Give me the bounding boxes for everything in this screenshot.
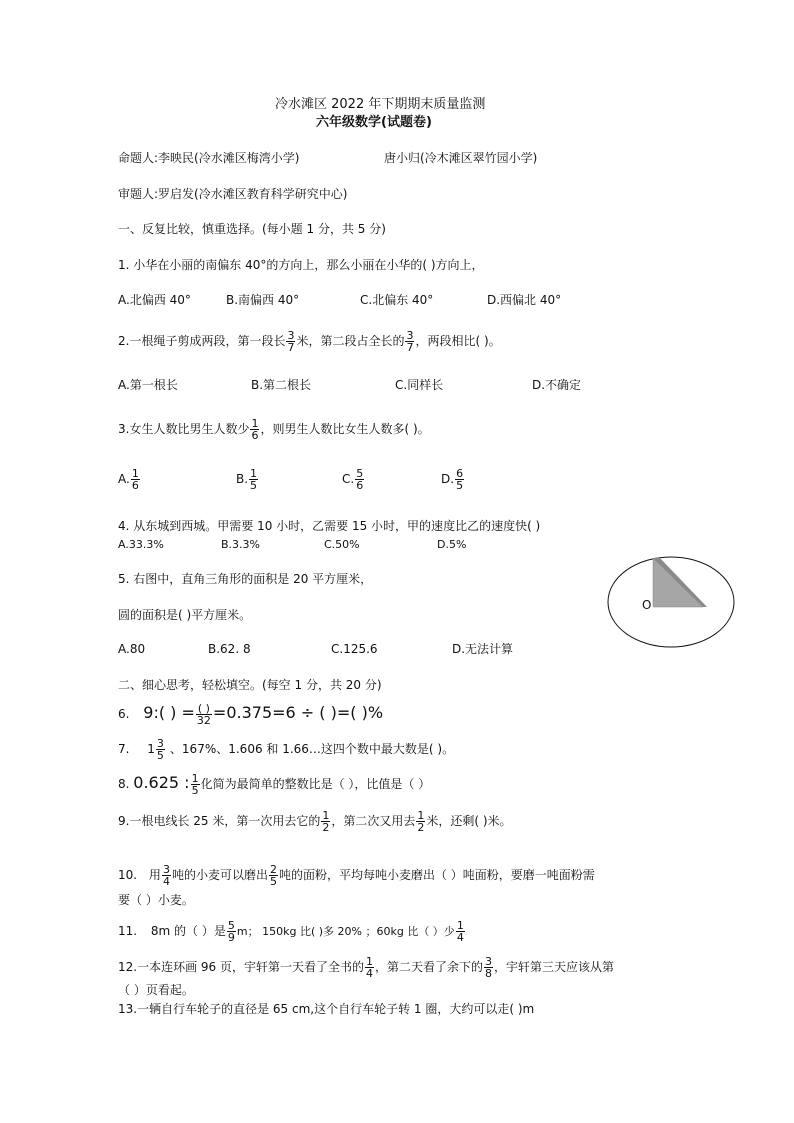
q2-option-b: B.第二根长 bbox=[251, 378, 312, 392]
q3-text bbox=[118, 418, 430, 441]
q3-option-b bbox=[236, 468, 259, 491]
q12-part1: 12.一本连环画 96 页，宇轩第一天看了全书的 bbox=[118, 960, 364, 974]
q11-part2: m； 150kg 比( )多 20% ；60kg 比（ ）少 bbox=[236, 925, 455, 938]
q11-number: 11. bbox=[118, 924, 138, 938]
q6-line bbox=[118, 703, 383, 726]
q2-option-a: A.第一根长 bbox=[118, 378, 178, 392]
circle-center-label: O bbox=[642, 598, 652, 612]
q11-line bbox=[118, 920, 466, 943]
q12-f2-den: 8 bbox=[485, 967, 492, 980]
q12-fraction-2 bbox=[484, 956, 493, 979]
authors-1: 命题人:李映民(冷水滩区梅湾小学) bbox=[118, 151, 300, 165]
q8-text: 化简为最简单的整数比是（ ），比值是（ ） bbox=[200, 777, 431, 791]
q11-fraction-2 bbox=[456, 920, 465, 943]
exam-subtitle: 六年级数学(试题卷) bbox=[316, 115, 432, 130]
q3-a-num: 1 bbox=[131, 467, 139, 480]
q4-option-c: C.50% bbox=[324, 538, 360, 551]
circle-triangle-figure bbox=[606, 555, 738, 655]
q3-b-fraction bbox=[249, 468, 258, 491]
q11-fraction-1 bbox=[227, 920, 236, 943]
q4-text: 4. 从东城到西城。甲需要 10 小时，乙需要 15 小时，甲的速度比乙的速度快( ) bbox=[118, 519, 541, 533]
q12-part2: ，第二天看了余下的 bbox=[374, 960, 483, 974]
q2-f2-den: 7 bbox=[406, 341, 414, 354]
q9-f1-num: 1 bbox=[322, 809, 330, 822]
q10-part1: 用 bbox=[148, 868, 161, 882]
q13-line: 13.一辆自行车轮子的直径是 65 cm,这个自行车轮子转 1 圈，大约可以走( )m bbox=[118, 1002, 535, 1016]
q7-line bbox=[118, 738, 454, 761]
q5-text-1: 5. 右图中，直角三角形的面积是 20 平方厘米， bbox=[118, 572, 373, 586]
q3-option-d bbox=[441, 468, 465, 491]
q9-part1: 9.一根电线长 25 米，第一次用去它的 bbox=[118, 814, 321, 828]
q6-number: 6. bbox=[118, 707, 130, 721]
q3-f-den: 6 bbox=[251, 429, 259, 442]
q3-d-fraction bbox=[455, 468, 464, 491]
q7-f-den: 5 bbox=[156, 749, 164, 762]
section2-heading: 二、细心思考，轻松填空。(每空 1 分，共 20 分) bbox=[118, 678, 382, 692]
q8-decimal: 0.625 : bbox=[133, 773, 190, 792]
q3-a-label: A. bbox=[118, 472, 130, 486]
q7-fraction bbox=[156, 738, 165, 761]
q9-part2: ，第二次又用去 bbox=[331, 814, 416, 828]
q3-option-c bbox=[342, 468, 365, 491]
q10-line-2: 要（ ）小麦。 bbox=[118, 893, 194, 907]
q2-option-d: D.不确定 bbox=[532, 378, 582, 392]
q12-f1-den: 4 bbox=[365, 967, 373, 980]
q5-option-a: A.80 bbox=[118, 642, 146, 656]
q5-option-c: C.125.6 bbox=[331, 642, 378, 656]
q8-f-num: 1 bbox=[191, 772, 199, 785]
q2-part2: 米，第二段占全长的 bbox=[296, 334, 405, 348]
q1-option-b: B.南偏西 40° bbox=[226, 293, 300, 307]
q11-f1-num: 5 bbox=[227, 919, 235, 932]
q1-text: 1. 小华在小丽的南偏东 40°的方向上，那么小丽在小华的( )方向上， bbox=[118, 258, 484, 272]
q12-line-2: （ ）页看起。 bbox=[118, 983, 194, 997]
q3-fraction bbox=[250, 418, 259, 441]
q2-fraction-2 bbox=[405, 330, 414, 353]
q12-part3: ，宇轩第三天应该从第 bbox=[494, 960, 615, 974]
q3-b-num: 1 bbox=[250, 467, 258, 480]
section1-heading: 一、反复比较，慎重选择。(每小题 1 分，共 5 分) bbox=[118, 222, 386, 236]
q3-c-label: C. bbox=[342, 472, 355, 486]
q2-f1-num: 3 bbox=[287, 329, 295, 342]
q8-fraction bbox=[191, 773, 200, 796]
q3-d-den: 5 bbox=[456, 479, 464, 492]
q3-c-num: 5 bbox=[356, 467, 364, 480]
q3-part2: ，则男生人数比女生人数多( )。 bbox=[260, 422, 430, 436]
q3-option-a bbox=[118, 468, 141, 491]
q3-d-num: 6 bbox=[456, 467, 464, 480]
q9-f2-den: 2 bbox=[417, 821, 425, 834]
q4-option-b: B.3.3% bbox=[221, 538, 260, 551]
q3-a-den: 6 bbox=[131, 479, 139, 492]
q10-f2-num: 2 bbox=[269, 863, 277, 876]
q4-option-a: A.33.3% bbox=[118, 538, 164, 551]
q9-line bbox=[118, 810, 512, 833]
q6-fraction bbox=[196, 703, 212, 726]
q12-line-1 bbox=[118, 956, 614, 979]
q8-f-den: 5 bbox=[191, 784, 199, 797]
q3-c-den: 6 bbox=[356, 479, 364, 492]
q10-part3: 吨的面粉，平均每吨小麦磨出（ ）吨面粉，要磨一吨面粉需 bbox=[278, 868, 595, 882]
q1-option-a: A.北偏西 40° bbox=[118, 293, 191, 307]
q10-fraction-2 bbox=[269, 864, 278, 887]
q3-b-label: B. bbox=[236, 472, 249, 486]
q6-rest: =0.375=6 ÷ ( )=( )% bbox=[212, 703, 384, 722]
q10-f1-num: 3 bbox=[162, 863, 170, 876]
q8-line bbox=[118, 773, 430, 796]
q6-f-num: ( ) bbox=[197, 702, 210, 715]
q12-f2-num: 3 bbox=[485, 955, 492, 968]
q8-number: 8. bbox=[118, 777, 130, 791]
q3-c-fraction bbox=[355, 468, 364, 491]
q7-f-num: 3 bbox=[156, 737, 164, 750]
q9-part3: 米，还剩( )米。 bbox=[426, 814, 512, 828]
q2-part3: ，两段相比( )。 bbox=[415, 334, 501, 348]
authors-2: 唐小归(冷木滩区翠竹园小学) bbox=[384, 151, 538, 165]
q2-f1-den: 7 bbox=[287, 341, 295, 354]
q10-fraction-1 bbox=[162, 864, 171, 887]
q6-f-den: 32 bbox=[196, 714, 211, 727]
q9-f2-num: 1 bbox=[417, 809, 425, 822]
reviewer: 审题人:罗启发(冷水滩区教育科学研究中心) bbox=[118, 187, 348, 201]
q2-option-c: C.同样长 bbox=[395, 378, 444, 392]
q2-part1: 2.一根绳子剪成两段，第一段长 bbox=[118, 334, 286, 348]
q7-text: 、167%、1.606 和 1.66…这四个数中最大数是( )。 bbox=[169, 742, 455, 756]
exam-title: 冷水滩区 2022 年下期期末质量监测 bbox=[275, 97, 486, 112]
q7-whole: 1 bbox=[147, 742, 155, 756]
q9-f1-den: 2 bbox=[322, 821, 330, 834]
q2-fraction-1 bbox=[286, 330, 295, 353]
q7-number: 7. bbox=[118, 742, 130, 756]
q5-option-d: D.无法计算 bbox=[452, 642, 514, 656]
q3-b-den: 5 bbox=[250, 479, 258, 492]
q11-f1-den: 9 bbox=[227, 931, 235, 944]
q11-f2-den: 4 bbox=[456, 931, 464, 944]
q6-ratio: 9:( ) = bbox=[143, 703, 195, 722]
q12-f1-num: 1 bbox=[365, 955, 373, 968]
q3-part1: 3.女生人数比男生人数少 bbox=[118, 422, 250, 436]
q1-option-d: D.西偏北 40° bbox=[487, 293, 562, 307]
q10-number: 10. bbox=[118, 868, 138, 882]
q9-fraction-1 bbox=[321, 810, 330, 833]
q10-f1-den: 4 bbox=[162, 875, 170, 888]
q11-part1: 8m 的（ ）是 bbox=[150, 924, 226, 938]
q9-fraction-2 bbox=[416, 810, 425, 833]
q3-a-fraction bbox=[131, 468, 140, 491]
q2-f2-num: 3 bbox=[406, 329, 414, 342]
q10-line-1 bbox=[118, 864, 595, 887]
q5-option-b: B.62. 8 bbox=[208, 642, 251, 656]
q12-fraction-1 bbox=[365, 956, 374, 979]
q1-option-c: C.北偏东 40° bbox=[360, 293, 434, 307]
q4-option-d: D.5% bbox=[437, 538, 467, 551]
q3-d-label: D. bbox=[441, 472, 455, 486]
q5-text-2: 圆的面积是( )平方厘米。 bbox=[118, 608, 252, 622]
q3-f-num: 1 bbox=[251, 417, 259, 430]
q11-f2-num: 1 bbox=[456, 919, 464, 932]
q10-f2-den: 5 bbox=[269, 875, 277, 888]
q10-part2: 吨的小麦可以磨出 bbox=[171, 868, 268, 882]
q2-text bbox=[118, 330, 501, 353]
